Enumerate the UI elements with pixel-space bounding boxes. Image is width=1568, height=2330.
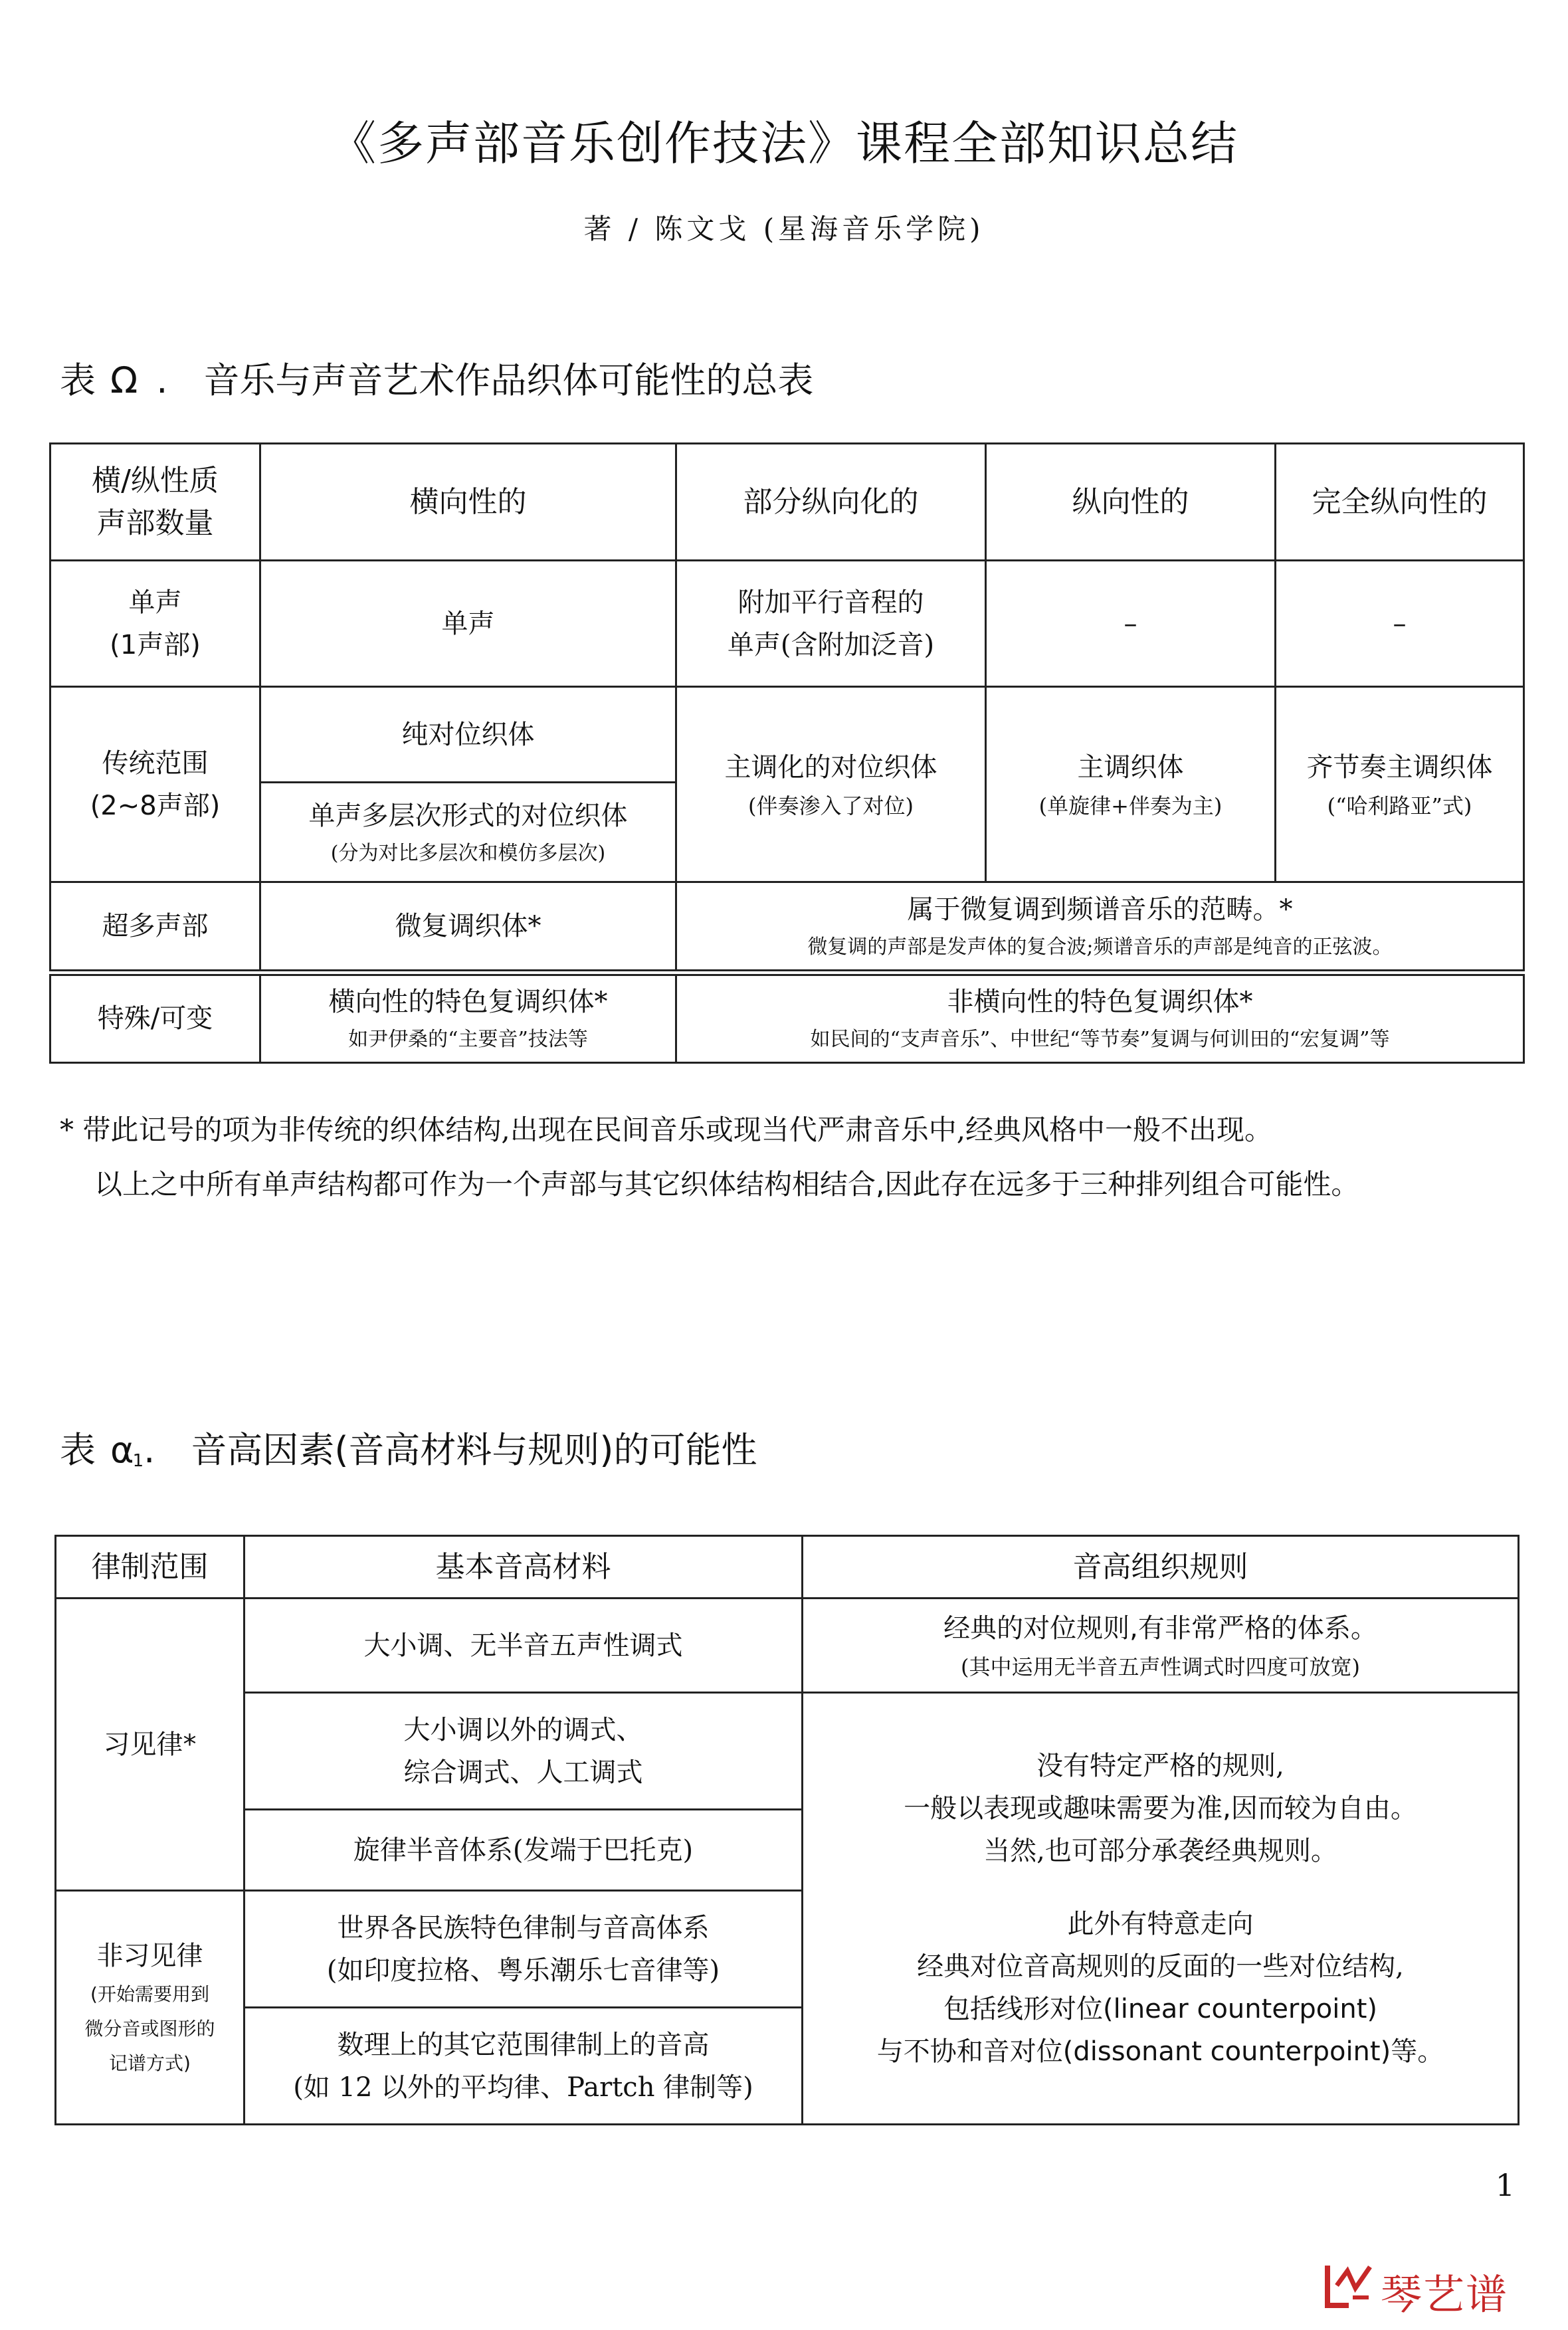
group-label-sub: 记谱方式) — [109, 2052, 191, 2074]
cell-note: (“哈利路亚”式) — [1327, 793, 1472, 819]
row-label-cell: 超多声部 — [50, 882, 260, 973]
cell-line: 非横向性的特色复调织体* — [947, 987, 1253, 1018]
table-cell — [260, 973, 676, 1063]
cell-line: 属于微复调到频谱音乐的范畴。* — [907, 894, 1293, 925]
piano-logo-icon — [1322, 2259, 1375, 2312]
table-cell: 纯对位织体 — [260, 687, 676, 783]
row-label-cell: 特殊/可变 — [50, 973, 260, 1063]
cell-line: (如印度拉格、粤乐潮乐七音律等) — [326, 1955, 720, 1986]
table-row — [50, 687, 1524, 783]
table-alpha-heading — [60, 1422, 757, 1473]
cell-line: 主调织体 — [1077, 751, 1184, 783]
table-row — [56, 1599, 1519, 1693]
page-number: 1 — [1495, 2167, 1515, 2203]
table-alpha-symbol: α — [110, 1429, 134, 1471]
cell-note: (分为对比多层次和模仿多层次) — [330, 841, 606, 865]
cell-note: (单旋律+伴奏为主) — [1038, 793, 1223, 819]
table-row — [50, 882, 1524, 973]
cell-spacer — [810, 1872, 1511, 1903]
table-omega — [49, 442, 1525, 1064]
cell-line: 单声多层次形式的对位织体 — [308, 800, 628, 831]
table-cell: – — [1276, 561, 1524, 687]
table-cell — [803, 1599, 1519, 1693]
table-cell — [245, 2008, 803, 2125]
row-label: 单声 — [128, 587, 182, 618]
cell-note: 如尹伊桑的“主要音”技法等 — [348, 1028, 588, 1052]
column-header: 部分纵向化的 — [676, 444, 986, 561]
cell-line: 经典的对位规则,有非常严格的体系。 — [943, 1612, 1377, 1644]
table-cell — [245, 1693, 803, 1810]
cell-line: 旋律半音体系(发端于巴托克) — [353, 1834, 694, 1866]
table-omega-dot: . — [156, 359, 168, 401]
cell-line: 此外有特意走向 — [1067, 1908, 1254, 1939]
footnotes — [60, 1103, 1359, 1212]
cell-line: 综合调式、人工调式 — [403, 1757, 643, 1788]
column-header: 横向性的 — [260, 444, 676, 561]
table-row — [50, 973, 1524, 1063]
cell-line: 单声(含附加泛音) — [727, 629, 935, 660]
group-label-sub: (开始需要用到 — [90, 1983, 209, 2005]
table-cell — [245, 1891, 803, 2008]
corner-line-1: 横/纵性质 — [92, 463, 219, 498]
cell-line: 附加平行音程的 — [737, 587, 924, 618]
cell-note: 微复调的声部是发声体的复合波;频谱音乐的声部是纯音的正弦波。 — [807, 935, 1393, 959]
watermark-text: 琴艺谱 — [1381, 2270, 1509, 2319]
table-alpha-subscript: 1 — [132, 1451, 144, 1471]
table-alpha-title: 音高因素(音高材料与规则)的可能性 — [191, 1429, 757, 1471]
table-omega-heading — [60, 352, 813, 403]
cell-line: 大小调以外的调式、 — [403, 1714, 643, 1745]
table-cell: 微复调织体* — [260, 882, 676, 973]
cell-note: 如民间的“支声音乐”、中世纪“等节奏”复调与何训田的“宏复调”等 — [810, 1028, 1390, 1052]
column-header: 基本音高材料 — [245, 1536, 803, 1599]
table-cell — [260, 783, 676, 882]
cell-line: 一般以表现或趣味需要为准,因而较为自由。 — [904, 1793, 1417, 1824]
cell-line: 大小调、无半音五声性调式 — [363, 1630, 683, 1661]
table-cell — [676, 973, 1524, 1063]
table-omega-corner-cell — [50, 444, 260, 561]
cell-line: 主调化的对位织体 — [724, 751, 937, 783]
group-label-sub: 微分音或图形的 — [84, 2017, 215, 2040]
cell-line: 经典对位音高规则的反面的一些对位结构, — [917, 1951, 1404, 1982]
cell-line: 数理上的其它范围律制上的音高 — [337, 2029, 710, 2060]
table-row — [56, 1693, 1519, 1810]
table-alpha — [54, 1535, 1519, 2125]
table-omega-header-row — [50, 444, 1524, 561]
footnote-2: 以上之中所有单声结构都可作为一个声部与其它织体结构相结合,因此存在远多于三种排列组合可能性。 — [94, 1168, 1359, 1201]
table-cell — [986, 687, 1276, 882]
column-header: 完全纵向性的 — [1276, 444, 1524, 561]
cell-line: 横向性的特色复调织体* — [328, 987, 608, 1018]
table-omega-symbol: Ω — [110, 359, 138, 401]
table-alpha-dot: . — [144, 1429, 155, 1471]
group-label-cell: 习见律* — [56, 1599, 245, 1891]
group-label-cell — [56, 1891, 245, 2125]
row-label: 传统范围 — [102, 747, 209, 779]
column-header: 律制范围 — [56, 1536, 245, 1599]
cell-line: 世界各民族特色律制与音高体系 — [337, 1912, 710, 1943]
table-cell — [803, 1693, 1519, 2125]
table-cell — [676, 687, 986, 882]
column-header: 纵向性的 — [986, 444, 1276, 561]
table-cell: – — [986, 561, 1276, 687]
cell-line: 当然,也可部分承袭经典规则。 — [983, 1835, 1337, 1866]
row-label-cell — [50, 561, 260, 687]
cell-line: (如 12 以外的平均律、Partch 律制等) — [293, 2072, 753, 2103]
watermark-logo — [1322, 2259, 1541, 2319]
document-author: 著 / 陈文戈 (星海音乐学院) — [583, 213, 985, 245]
table-cell: 单声 — [260, 561, 676, 687]
document-title: 《多声部音乐创作技法》课程全部知识总结 — [330, 116, 1238, 171]
table-omega-label: 表 — [60, 359, 96, 401]
group-label: 非习见律 — [96, 1940, 203, 1971]
table-alpha-label: 表 — [60, 1429, 96, 1471]
column-header: 音高组织规则 — [803, 1536, 1519, 1599]
row-label-sub: (1声部) — [110, 629, 201, 660]
cell-note: (伴奏渗入了对位) — [748, 793, 914, 819]
table-alpha-header-row — [56, 1536, 1519, 1599]
corner-line-2: 声部数量 — [96, 506, 214, 540]
row-label-cell — [50, 687, 260, 882]
row-label-sub: (2~8声部) — [90, 790, 221, 821]
cell-line: 与不协和音对位(dissonant counterpoint)等。 — [876, 2036, 1444, 2067]
table-cell — [676, 561, 986, 687]
table-cell — [245, 1810, 803, 1891]
cell-line: 包括线形对位(linear counterpoint) — [943, 1993, 1377, 2024]
cell-line: 没有特定严格的规则, — [1036, 1750, 1284, 1781]
table-cell — [676, 882, 1524, 973]
table-cell — [1276, 687, 1524, 882]
cell-note: (其中运用无半音五声性调式时四度可放宽) — [961, 1654, 1360, 1680]
table-row — [50, 561, 1524, 687]
table-omega-title: 音乐与声音艺术作品织体可能性的总表 — [203, 359, 814, 401]
table-cell — [245, 1599, 803, 1693]
footnote-1: * 带此记号的项为非传统的织体结构,出现在民间音乐或现当代严肃音乐中,经典风格中一般不出现。 — [60, 1114, 1273, 1146]
cell-line: 齐节奏主调织体 — [1306, 751, 1493, 783]
